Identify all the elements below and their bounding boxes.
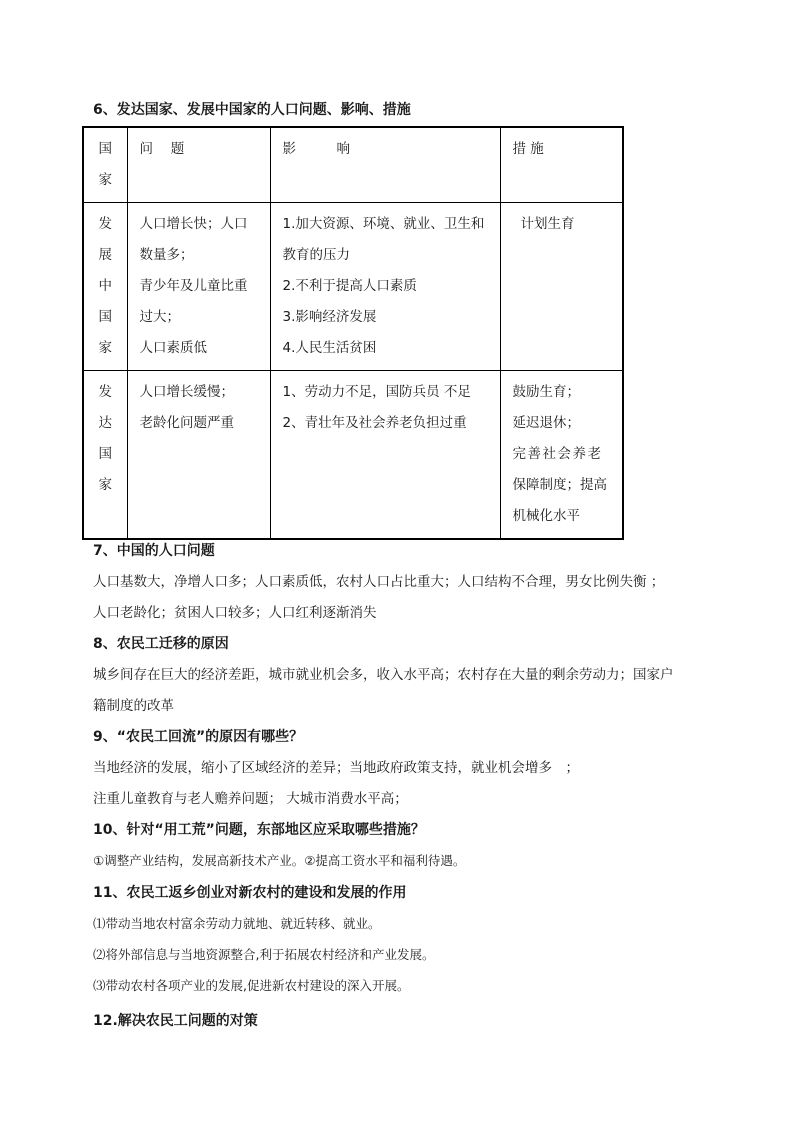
header-country — [83, 127, 127, 203]
header-problem: 问 题 — [127, 127, 270, 203]
header-measure: 措 施 — [500, 127, 623, 203]
country-char: 中 — [98, 278, 112, 294]
table-header-row — [83, 127, 623, 203]
cell-line: 4.人民生活贫困 — [282, 340, 377, 356]
cell-line: 老龄化问题严重 — [139, 415, 234, 431]
section-8-line: 城乡间存在巨大的经济差距，城市就业机会多，收入水平高；农村存在大量的剩余劳动力；国家户 — [93, 667, 674, 683]
section-10-title: 10、针对“用工荒”问题，东部地区应采取哪些措施？ — [93, 822, 425, 838]
cell-line: 教育的压力 — [282, 247, 350, 263]
cell-impact-developed — [270, 371, 500, 540]
country-char: 发 — [98, 384, 112, 400]
cell-problem-developing — [127, 203, 270, 371]
cell-line: 2、青壮年及社会养老负担过重 — [282, 415, 467, 431]
cell-impact-developing — [270, 203, 500, 371]
cell-line: 保障制度；提高 — [512, 477, 607, 493]
section-10-line: ①调整产业结构，发展高新技术产业。②提高工资水平和福利待遇。 — [93, 853, 466, 868]
country-char: 国 — [98, 309, 112, 325]
header-impact: 影 响 — [270, 127, 500, 203]
section-7-line: 人口老龄化；贫困人口较多；人口红利逐渐消失 — [93, 605, 377, 621]
cell-country-developing — [83, 203, 127, 371]
cell-measure-developed — [500, 371, 623, 540]
cell-measure-developing — [500, 203, 623, 371]
cell-line: 2.不利于提高人口素质 — [282, 278, 417, 294]
cell-line: 人口增长缓慢； — [139, 384, 234, 400]
cell-country-developed — [83, 371, 127, 540]
cell-line: 人口素质低 — [139, 340, 207, 356]
cell-line: 鼓励生育； — [512, 384, 580, 400]
section-11-line: ⑶带动农村各项产业的发展,促进新农村建设的深入开展。 — [93, 978, 410, 993]
section-11-line: ⑴带动当地农村富余劳动力就地、就近转移、就业。 — [93, 916, 381, 931]
header-country-char: 国 — [98, 141, 112, 157]
section-8-title: 8、农民工迁移的原因 — [93, 636, 229, 652]
cell-line: 延迟退休； — [512, 415, 580, 431]
cell-line: 数量多； — [139, 247, 194, 263]
cell-line: 人口增长快；人口 — [139, 216, 248, 232]
section-7-line: 人口基数大，净增人口多；人口素质低，农村人口占比重大；人口结构不合理，男女比例失衡 ； — [93, 574, 665, 590]
table-row-developed — [83, 371, 623, 540]
cell-problem-developed — [127, 371, 270, 540]
section-11-line: ⑵将外部信息与当地资源整合,利于拓展农村经济和产业发展。 — [93, 947, 435, 962]
section-9-line: 注重儿童教育与老人赡养问题； 大城市消费水平高； — [93, 791, 408, 807]
cell-line: 1.加大资源、环境、就业、卫生和 — [282, 216, 485, 232]
cell-line: 青少年及儿童比重 — [139, 278, 248, 294]
section-9-title: 9、“农民工回流”的原因有哪些？ — [93, 729, 304, 745]
table-row-developing — [83, 203, 623, 371]
section-11-title: 11、农民工返乡创业对新农村的建设和发展的作用 — [93, 885, 407, 901]
section-7-title: 7、中国的人口问题 — [93, 543, 215, 559]
country-char: 家 — [98, 340, 112, 356]
cell-line: 完善社会养老 — [512, 446, 603, 462]
cell-line: 机械化水平 — [512, 508, 580, 524]
cell-line: 计划生育 — [520, 216, 575, 232]
cell-line: 过大； — [139, 309, 180, 325]
country-char: 达 — [98, 415, 112, 431]
section-8-line: 籍制度的改革 — [93, 698, 174, 714]
header-country-char: 家 — [98, 172, 112, 188]
country-char: 展 — [98, 247, 112, 263]
section-9-line: 当地经济的发展，缩小了区域经济的差异；当地政府政策支持，就业机会增多 ； — [93, 760, 579, 776]
population-table — [82, 126, 624, 540]
cell-line: 3.影响经济发展 — [282, 309, 377, 325]
cell-line: 1、劳动力不足，国防兵员 不足 — [282, 384, 471, 400]
country-char: 家 — [98, 477, 112, 493]
country-char: 国 — [98, 446, 112, 462]
section-12-title: 12.解决农民工问题的对策 — [93, 1013, 258, 1029]
country-char: 发 — [98, 216, 112, 232]
section-6-title: 6、发达国家、发展中国家的人口问题、影响、措施 — [93, 102, 411, 118]
